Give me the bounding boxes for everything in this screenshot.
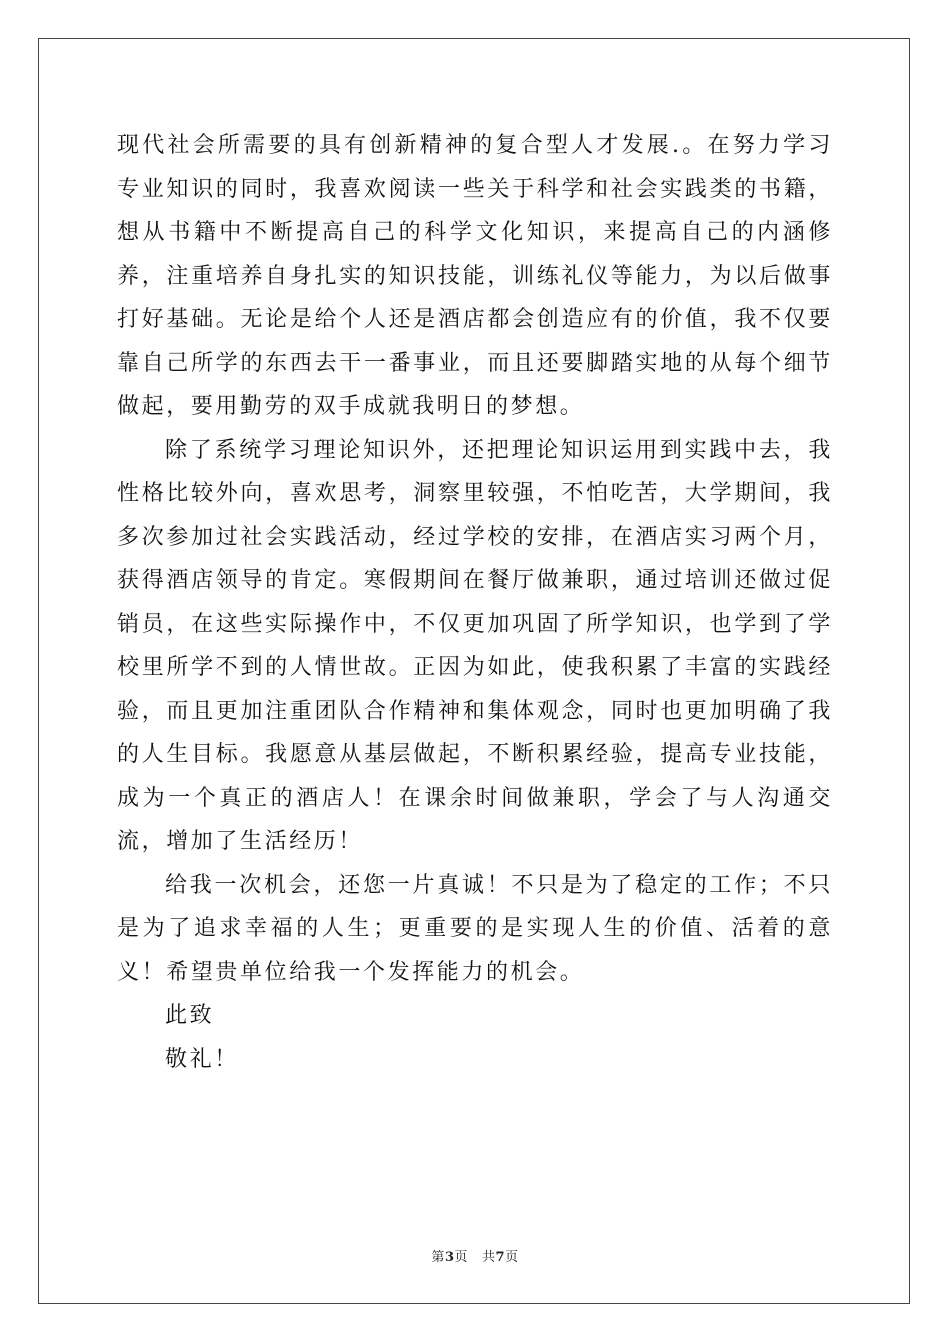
page-footer <box>0 1246 950 1265</box>
current-page-number: 3 <box>444 1250 455 1265</box>
page-label-prefix: 第 <box>431 1250 445 1265</box>
total-page-number: 7 <box>495 1250 506 1265</box>
paragraph-1: 现代社会所需要的具有创新精神的复合型人才发展.。在努力学习专业知识的同时，我喜欢阅读一些关于科学和社会实践类的书籍，想从书籍中不断提高自己的科学文化知识，来提高自己的内涵修养，注重培养自身扎实的知识技能，训练礼仪等能力，为以后做事打好基础。无论是给个人还是酒店都会创造应有的价值，我不仅要靠自己所学的东西去干一番事业，而且还要脚踏实地的从每个细节做起，要用勤劳的双手成就我明日的梦想。 <box>117 133 833 419</box>
total-label-suffix: 页 <box>505 1250 519 1265</box>
closing-regards: 敬礼！ <box>165 1046 239 1072</box>
document-body <box>117 124 833 1081</box>
paragraph-2: 除了系统学习理论知识外，还把理论知识运用到实践中去，我性格比较外向，喜欢思考，洞察里较强，不怕吃苦，大学期间，我多次参加过社会实践活动，经过学校的安排，在酒店实习两个月，获得酒店领导的肯定。寒假期间在餐厅做兼职，通过培训还做过促销员，在这些实际操作中，不仅更加巩固了所学知识，也学到了学校里所学不到的人情世故。正因为如此，使我积累了丰富的实践经验，而且更加注重团队合作精神和集体观念，同时也更加明确了我的人生目标。我愿意从基层做起，不断积累经验，提高专业技能，成为一个真正的酒店人！在课余时间做兼职，学会了与人沟通交流，增加了生活经历！ <box>117 437 833 854</box>
total-label-prefix: 共 <box>482 1250 496 1265</box>
page-label-suffix: 页 <box>454 1250 468 1265</box>
closing-salutation: 此致 <box>165 1003 215 1028</box>
paragraph-3: 给我一次机会，还您一片真诚！不只是为了稳定的工作；不只是为了追求幸福的人生；更重要的是实现人生的价值、活着的意义！希望贵单位给我一个发挥能力的机会。 <box>117 872 833 985</box>
